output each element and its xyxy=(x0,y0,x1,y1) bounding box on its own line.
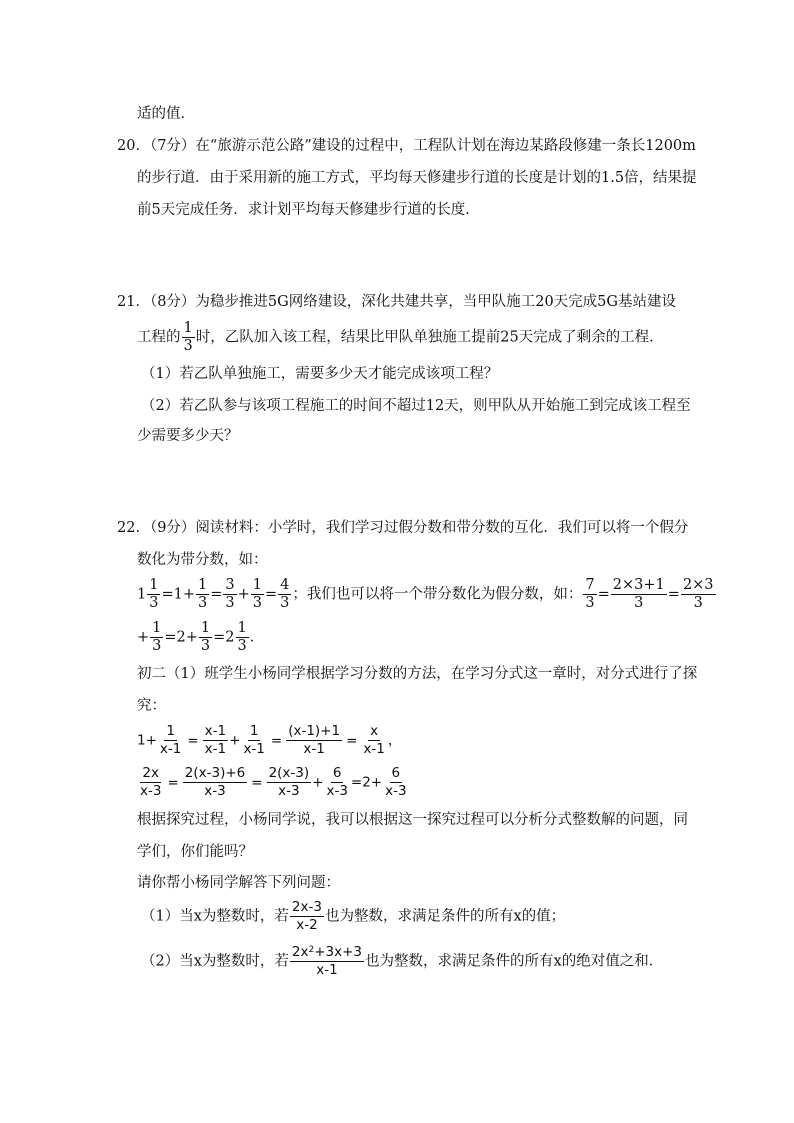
frac-den: x-1 xyxy=(316,962,338,978)
fraction xyxy=(236,620,249,655)
q21-part2-line1: （2）若乙队参与该项工程施工的时间不超过12天，则甲队从开始施工到完成该工程至 xyxy=(141,398,691,414)
math-text: = xyxy=(667,586,680,603)
q22-part2-pre: （2）当x为整数时，若 xyxy=(141,953,289,970)
frac-num: 2x xyxy=(142,765,160,781)
math-text: + xyxy=(237,586,250,603)
frac-den: 3 xyxy=(280,595,290,611)
q20-line1: 20．（7分）在“旅游示范公路”建设的过程中，工程队计划在海边某路段修建一条长1200m xyxy=(117,138,696,154)
frac-num: 7 xyxy=(585,577,595,593)
frac-num: (x-1)+1 xyxy=(288,723,341,739)
q21-line1: 21．（8分）为稳步推进5G网络建设，深化共建共享，当甲队施工20天完成5G基站建设 xyxy=(117,294,676,310)
q22-example2 xyxy=(137,620,264,655)
frac-den: 3 xyxy=(152,638,162,654)
q22-example3 xyxy=(137,723,401,758)
frac-num: 1 xyxy=(249,723,259,739)
fraction xyxy=(681,577,716,612)
fraction xyxy=(203,723,228,758)
frac-den: 3 xyxy=(200,638,211,654)
frac-num: 4 xyxy=(280,577,290,593)
frac-den: x-3 xyxy=(140,783,162,799)
math-text: = xyxy=(346,732,358,749)
q22-line6: 究： xyxy=(137,698,166,714)
q21-part2-line2: 少需要多少天？ xyxy=(137,428,239,444)
fraction xyxy=(290,899,324,934)
exponent: 2 xyxy=(308,945,315,955)
fraction xyxy=(138,765,163,800)
q22-part2-post: 也为整数，求满足条件的所有x的绝对值之和． xyxy=(365,953,664,970)
frac-num: 2x-3 xyxy=(291,899,322,915)
frac-num: x-1 xyxy=(204,723,227,739)
frac-den: 3 xyxy=(183,338,193,354)
fraction xyxy=(251,577,264,612)
frac-den: x-3 xyxy=(278,783,300,799)
math-text: = xyxy=(265,586,278,603)
fraction xyxy=(183,765,247,800)
q19-tail: 适的值． xyxy=(137,106,195,122)
frac-num: 1 xyxy=(149,577,159,593)
math-text: + xyxy=(312,774,324,791)
frac-den: 3 xyxy=(237,638,247,654)
q21-part1: （1）若乙队单独施工，需要多少天才能完成该项工程？ xyxy=(141,366,499,382)
q22-line2: 数化为带分数，如： xyxy=(137,552,268,568)
q22-line5: 初二（1）班学生小杨同学根据学习分数的方法，在学习分式这一章时，对分式进行了探 xyxy=(137,666,698,682)
math-text: =1+ xyxy=(161,586,195,603)
fraction xyxy=(223,577,236,612)
frac-den: x-1 xyxy=(243,741,265,757)
frac-num: 1 xyxy=(166,723,175,739)
math-text: + xyxy=(229,732,241,749)
frac-den: 3 xyxy=(252,595,263,611)
frac-num: 3 xyxy=(225,577,235,593)
frac-den: 3 xyxy=(634,595,644,611)
math-text: ， xyxy=(387,732,402,749)
frac-den: 3 xyxy=(149,595,159,611)
math-text: = xyxy=(210,586,223,603)
q22-part1 xyxy=(141,899,565,934)
q20-line3: 前5天完成任务．求计划平均每天修建步行道的长度． xyxy=(137,202,480,218)
q22-example1 xyxy=(137,577,717,612)
q22-line1: 22．（9分）阅读材料：小学时，我们学习过假分数和带分数的互化．我们可以将一个假分 xyxy=(117,520,689,536)
fraction xyxy=(611,577,667,612)
frac-num xyxy=(290,944,364,962)
math-text: = xyxy=(167,774,179,791)
frac-den: 3 xyxy=(585,595,595,611)
fraction xyxy=(150,620,163,655)
frac-den: 3 xyxy=(225,595,235,611)
fraction xyxy=(324,765,349,800)
math-text: =2+ xyxy=(350,774,383,791)
math-text: + xyxy=(137,629,150,646)
frac-den: 3 xyxy=(198,595,208,611)
q22-line9: 根据探究过程，小杨同学说，我可以根据这一探究过程可以分析分式整数解的问题，同 xyxy=(137,812,688,828)
math-text: = xyxy=(270,732,283,749)
q22-part1-pre: （1）当x为整数时，若 xyxy=(141,908,289,925)
fraction xyxy=(290,944,364,979)
frac-num: 1 xyxy=(252,577,263,593)
fraction xyxy=(199,620,212,655)
q20-line2: 的步行道．由于采用新的施工方式，平均每天修建步行道的长度是计划的1.5倍，结果提 xyxy=(137,170,697,186)
frac-num: 6 xyxy=(332,765,342,781)
frac-num: 2(x-3)+6 xyxy=(184,765,246,781)
math-text: = xyxy=(187,732,199,749)
frac-num: 1 xyxy=(200,620,211,636)
fraction xyxy=(583,577,596,612)
frac-den: 3 xyxy=(693,595,703,611)
frac-num: 2×3+1 xyxy=(612,577,665,593)
q21-line2 xyxy=(137,320,664,355)
math-text: = xyxy=(597,586,610,603)
frac-den: x-1 xyxy=(204,741,227,757)
frac-den: x-1 xyxy=(303,741,325,757)
math-text: 2x xyxy=(291,944,309,960)
fraction xyxy=(241,723,266,758)
fraction xyxy=(182,320,195,355)
fraction xyxy=(278,577,291,612)
frac-den: x-3 xyxy=(326,783,348,799)
frac-num: 2×3 xyxy=(682,577,714,593)
frac-den: x-1 xyxy=(363,741,385,757)
q22-part1-post: 也为整数，求满足条件的所有x的值； xyxy=(324,908,566,925)
fraction xyxy=(286,723,342,758)
frac-num: 6 xyxy=(391,765,401,781)
math-text: ；我们也可以将一个带分数化为假分数，如： xyxy=(292,586,583,603)
frac-num: x xyxy=(370,723,379,739)
q21-line2-post: 时，乙队加入该工程，结果比甲队单独施工提前25天完成了剩余的工程． xyxy=(195,329,664,346)
math-text: 1+ xyxy=(137,732,157,749)
q22-example4 xyxy=(137,765,410,800)
fraction xyxy=(383,765,408,800)
math-text: +3x+3 xyxy=(314,944,363,960)
frac-den: x-1 xyxy=(159,741,182,757)
math-text: = xyxy=(251,774,263,791)
fraction xyxy=(267,765,312,800)
math-text: =2 xyxy=(213,629,235,646)
frac-den: x-3 xyxy=(385,783,407,799)
math-text: 1 xyxy=(137,586,147,603)
fraction xyxy=(158,723,183,758)
q22-line10: 学们，你们能吗？ xyxy=(137,844,253,860)
q22-part2 xyxy=(141,944,663,979)
fraction xyxy=(361,723,386,758)
fraction xyxy=(147,577,160,612)
frac-num: 1 xyxy=(183,320,193,336)
math-text: =2+ xyxy=(164,629,198,646)
frac-num: 1 xyxy=(237,620,247,636)
math-text: ． xyxy=(249,629,265,646)
frac-num: 1 xyxy=(152,620,162,636)
q21-line2-pre: 工程的 xyxy=(137,329,181,346)
fraction xyxy=(196,577,209,612)
frac-num: 2(x-3) xyxy=(268,765,310,781)
frac-den: x-2 xyxy=(296,917,318,933)
q22-line11: 请你帮小杨同学解答下列问题： xyxy=(137,875,340,891)
frac-den: x-3 xyxy=(204,783,226,799)
frac-num: 1 xyxy=(198,577,208,593)
